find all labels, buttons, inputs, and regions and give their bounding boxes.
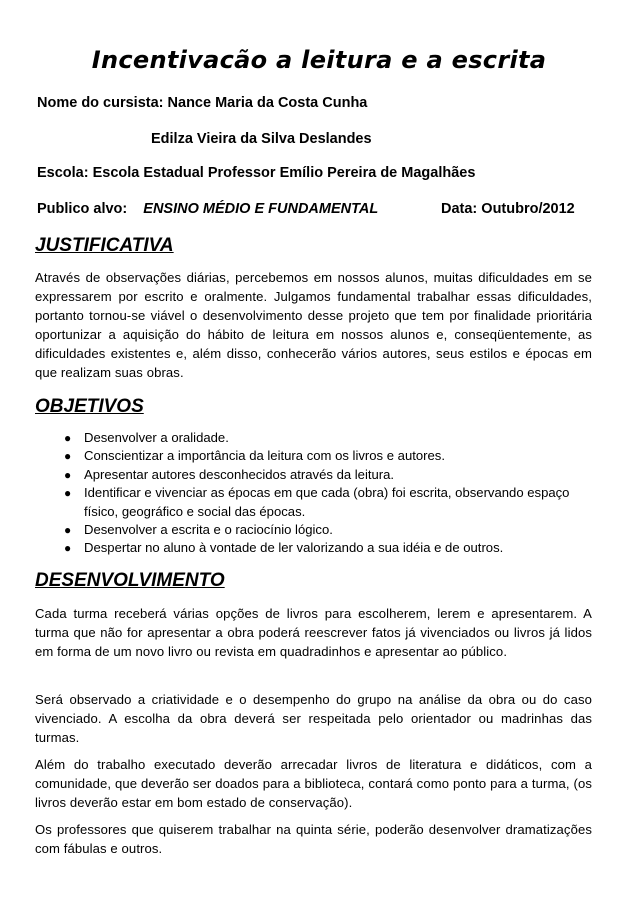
- list-item: ● Desenvolver a oralidade.: [60, 429, 592, 447]
- justificativa-text: Através de observações diárias, percebemos em nossos alunos, muitas dificuldades em se expressarem por escrito e oralmente. Julgamos fundamental trabalhar essas dificuldades, portanto tornou-se viável o desenvolvimento desse projeto que tem por finalidade prioritária oportunizar a aquisição do hábito de leitura em nossos alunos e, conseqüentemente, as dificuldades existentes e, além disso, conhecerão vários autores, seus estilos e épocas em que realizam suas obras.: [35, 270, 592, 380]
- desenvolvimento-paragraph-2: Será observado a criatividade e o desempenho do grupo na análise da obra ou do caso vivenciado. A escolha da obra deverá ser respeitada pelo orientador ou madrinhas das turmas.: [35, 692, 592, 745]
- publico-line: [37, 201, 378, 217]
- desenvolvimento-paragraph-3: Além do trabalho executado deverão arrecadar livros de literatura e didáticos, com a comunidade, que deverão ser doados para a biblioteca, contará como ponto para a turma, (os livros deverão estar em bom estado de conservação).: [35, 757, 592, 810]
- list-item: ● Identificar e vivenciar as épocas em que cada (obra) foi escrita, observando espaço físico, geográfico e social das épocas.: [64, 485, 570, 519]
- objetivos-list: [60, 429, 592, 558]
- list-item: ● Desenvolver a escrita e o raciocínio lógico.: [60, 521, 592, 539]
- bullet-icon: ●: [64, 486, 72, 501]
- cursista-line: [37, 95, 367, 111]
- bullet-icon: ●: [64, 467, 72, 482]
- publico-label: Publico alvo:: [37, 201, 128, 217]
- publico-value: ENSINO MÉDIO E FUNDAMENTAL: [143, 201, 379, 217]
- desenvolvimento-paragraph-4: Os professores que quiserem trabalhar na quinta série, poderão desenvolver dramatizações com fábulas e outros.: [35, 822, 592, 856]
- cursista-name-2: Edilza Vieira da Silva Deslandes: [151, 131, 372, 147]
- justificativa-heading: JUSTIFICATIVA: [35, 235, 174, 256]
- bullet-icon: ●: [64, 523, 72, 538]
- data-line: Data: Outubro/2012: [441, 201, 575, 217]
- escola-line: Escola: Escola Estadual Professor Emílio Pereira de Magalhães: [37, 165, 476, 181]
- cursista-label: Nome do cursista:: [37, 95, 164, 111]
- list-item: ● Conscientizar a importância da leitura com os livros e autores.: [60, 447, 592, 465]
- objetivos-heading: OBJETIVOS: [35, 396, 144, 417]
- list-item: ● Apresentar autores desconhecidos através da leitura.: [60, 466, 592, 484]
- cursista-name-1: Nance Maria da Costa Cunha: [167, 95, 368, 111]
- document-title: Incentivacão a leitura e a escrita: [91, 46, 547, 74]
- bullet-icon: ●: [64, 431, 72, 445]
- desenvolvimento-heading: DESENVOLVIMENTO: [35, 570, 225, 591]
- bullet-icon: ●: [64, 541, 72, 556]
- desenvolvimento-paragraph-1: Cada turma receberá várias opções de livros para escolherem, lerem e apresentarem. A turma que não for apresentar a obra poderá reescrever fatos já vivenciados ou livros já lidos em forma de um novo livro ou revista em quadradinhos e apresentar ao público.: [35, 606, 592, 659]
- list-item: ● Despertar no aluno à vontade de ler valorizando a sua idéia e de outros.: [60, 539, 592, 557]
- bullet-icon: ●: [64, 449, 72, 464]
